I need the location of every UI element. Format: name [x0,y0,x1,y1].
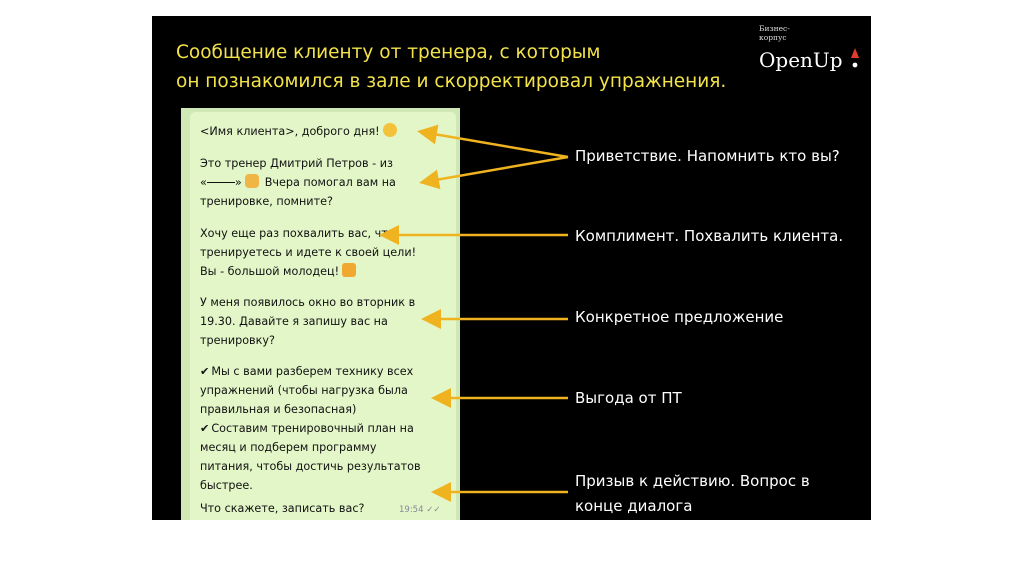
message-line: тренировку? [200,334,275,347]
arrow-greeting-1 [422,132,568,157]
message-text: Вы - большой молодец! [200,265,340,278]
message-line: 19.30. Давайте я запишу вас на [200,315,388,328]
label-offer: Конкретное предложение [575,308,784,326]
message-line: Хочу еще раз похвалить вас, что [200,227,395,240]
arrow-greeting-2 [424,157,568,182]
checkmark-icon: ✔ [200,422,210,435]
slide [152,16,871,520]
message-line: Что скажете, записать вас? [200,502,365,515]
label-compliment: Комплимент. Похвалить клиента. [575,227,844,245]
logo-brand: OpenUp [759,48,843,72]
message-line: Это тренер Дмитрий Петров - из [200,157,393,170]
message-text: Составим тренировочный план на [211,422,414,435]
message-line: тренировке, помните? [200,195,333,208]
message-line: У меня появилось окно во вторник в [200,296,416,309]
annotation-arrows [152,16,871,520]
message-text: Мы с вами разберем технику всех [211,365,414,378]
message-line: тренируетесь и идете к своей цели! [200,246,417,259]
label-call-to-action-line-1: Призыв к действию. Вопрос в [575,472,810,490]
logo-subtitle-line-1: Бизнес- [759,24,790,33]
message-line: питания, чтобы достичь результатов [200,460,421,473]
message-line: упражнений (чтобы нагрузка была [200,384,408,397]
label-call-to-action-line-2: конце диалога [575,497,693,515]
title-line-1: Сообщение клиенту от тренера, с которым [176,42,601,63]
message-line: быстрее. [200,479,253,492]
quote-open: « [200,176,207,189]
message-timestamp: 19:54 ✓✓ [399,505,441,515]
checkmark-icon: ✔ [200,365,210,378]
label-greeting: Приветствие. Напомнить кто вы? [575,147,840,165]
title-line-2: он познакомился в зале и скорректировал упражнения. [176,71,727,92]
label-benefit: Выгода от ПТ [575,389,682,407]
message-line: месяц и подберем программу [200,441,377,454]
message-text: Вчера помогал вам на [264,176,396,189]
logo-subtitle-line-2: корпус [759,33,787,42]
quote-close: » [234,176,242,189]
greeting-text: <Имя клиента>, доброго дня! [200,125,380,138]
message-line: правильная и безопасная) [200,403,357,416]
